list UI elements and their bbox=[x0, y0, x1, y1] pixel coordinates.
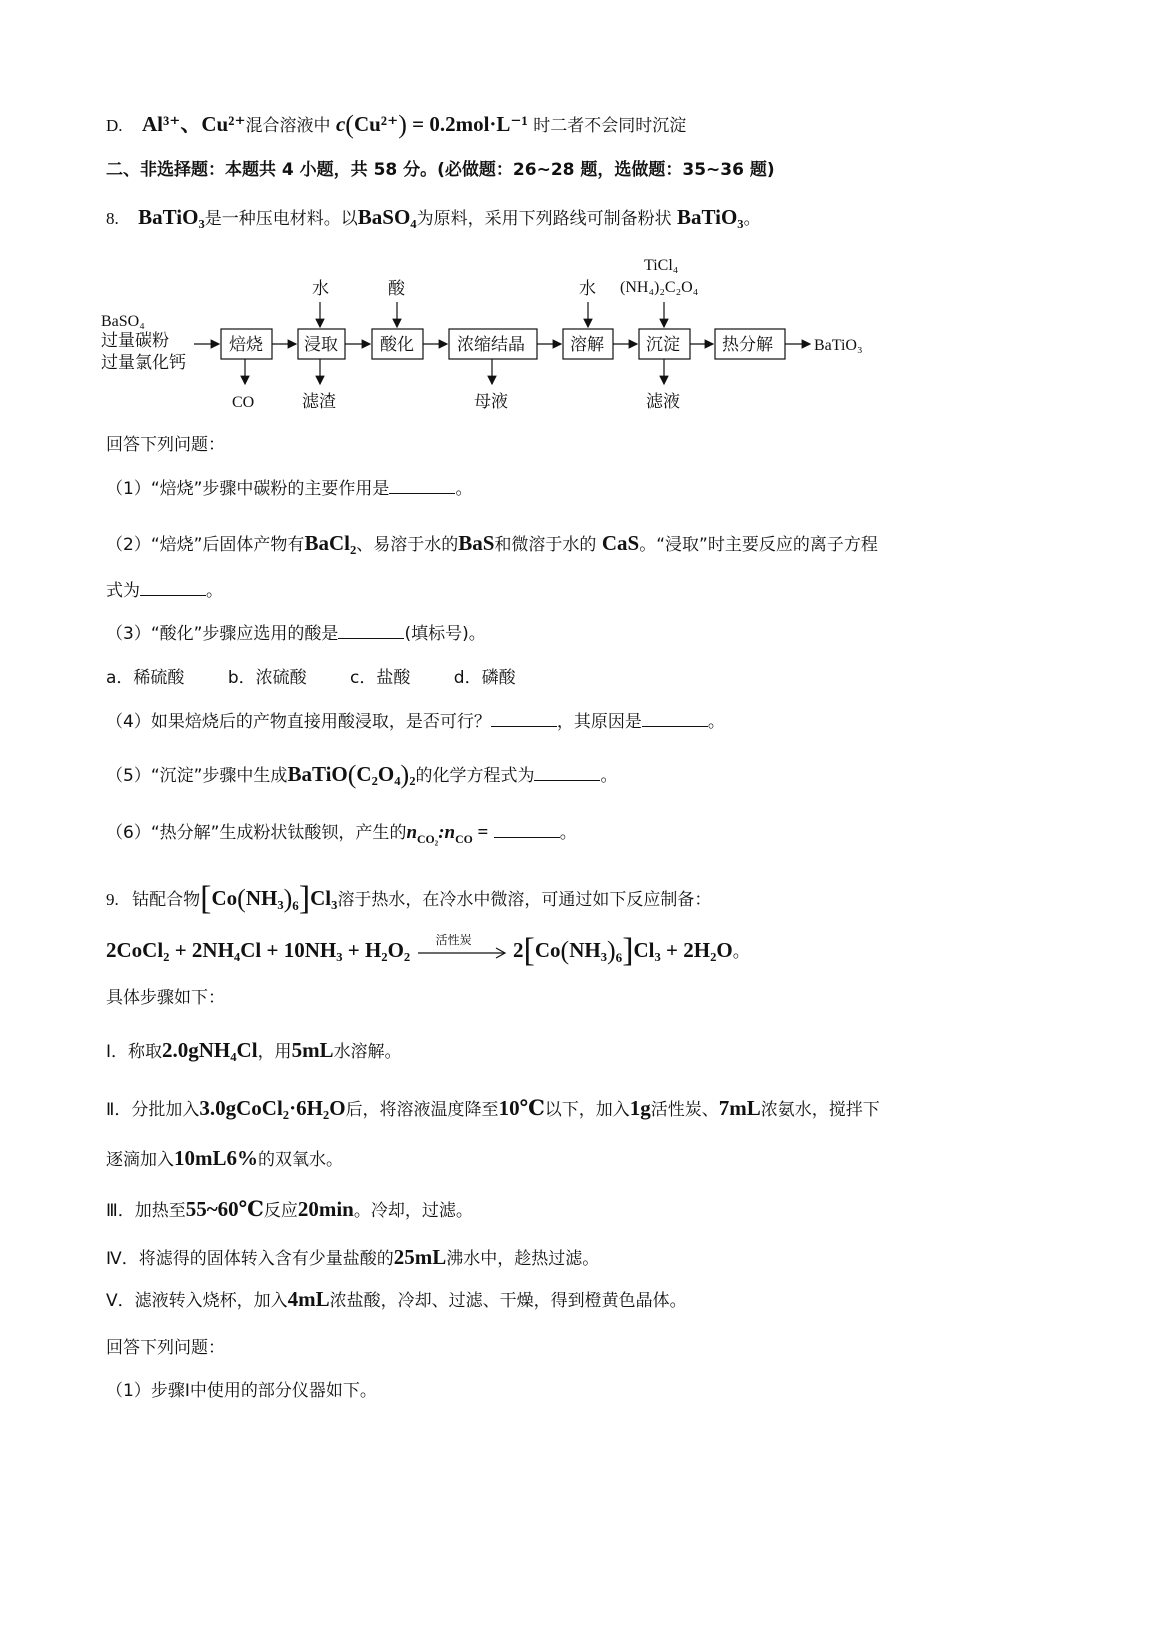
q8-sub2-end: 。 bbox=[206, 581, 223, 601]
step-text: 将滤得的固体转入含有少量盐酸的 bbox=[138, 1249, 394, 1269]
q8-sub3-text: （3）“酸化”步骤应选用的酸是 bbox=[106, 624, 339, 644]
concentration-formula: c(Cu²⁺) = 0.2mol·L⁻¹ bbox=[335, 110, 528, 139]
batio-oxalate-formula: BaTiO(C₂O₄)₂ bbox=[287, 760, 416, 789]
formula-part: Cl₃ + 2H₂O bbox=[633, 938, 733, 962]
step-formula: 5mL bbox=[291, 1038, 334, 1062]
process-flow-diagram bbox=[0, 0, 1158, 430]
equation-end: 。 bbox=[732, 942, 750, 962]
step-concentrate: 浓缩结晶 bbox=[457, 335, 525, 355]
formula-part: 6 bbox=[292, 898, 299, 914]
q9-text-1: 钴配合物 bbox=[132, 890, 201, 910]
cobalt-complex-formula: $[Co(NH_3)_6]Cl_3$ bbox=[200, 880, 338, 917]
out-filtrate: 滤液 bbox=[646, 392, 680, 412]
q8-sub2-text-b: 、易溶于水的 bbox=[356, 535, 459, 555]
q8-sub3 bbox=[106, 619, 486, 644]
q8-answer-intro: 回答下列问题： bbox=[106, 435, 225, 455]
answer-blank[interactable] bbox=[494, 823, 560, 838]
q9-answer-intro: 回答下列问题： bbox=[106, 1338, 225, 1358]
q8-sub2-text-d: 。“浸取”时主要反应的离子方程 bbox=[639, 535, 878, 555]
q8-text-3: 。 bbox=[743, 209, 761, 229]
formula-part: n bbox=[406, 822, 418, 843]
step-formula: 4mL bbox=[287, 1287, 330, 1311]
equation-right: $2[Co(NH_3)_6]Cl_3 + 2H_2O$ bbox=[513, 932, 733, 969]
step-text: ，用 bbox=[257, 1042, 292, 1062]
step-text: 以下，加入 bbox=[544, 1100, 630, 1120]
add-oxalate: (NH₄)₂C₂O₄ bbox=[620, 279, 699, 296]
option-d: d．磷酸 bbox=[453, 668, 516, 688]
q9-step-5 bbox=[106, 1286, 687, 1312]
conc-value: = 0.2mol·L⁻¹ bbox=[412, 112, 528, 136]
answer-blank[interactable] bbox=[534, 766, 600, 781]
step-text: 后，将溶液温度降至 bbox=[345, 1100, 499, 1120]
step-text: 浓氨水，搅拌下 bbox=[760, 1100, 880, 1120]
step-text: 。冷却，过滤。 bbox=[353, 1201, 473, 1221]
step-roast: 焙烧 bbox=[229, 335, 263, 355]
step-label: Ⅳ． bbox=[106, 1249, 139, 1269]
step-dissolve: 溶解 bbox=[570, 335, 604, 355]
formula-part: ₂ bbox=[409, 762, 416, 786]
q8-sub1-end: 。 bbox=[455, 479, 473, 499]
option-d-text: 混合溶液中 bbox=[245, 116, 331, 136]
step-acidify: 酸化 bbox=[380, 335, 414, 355]
formula-part: 2 bbox=[513, 938, 524, 962]
equation-arrow bbox=[416, 932, 508, 963]
q8-sub4-end: 。 bbox=[707, 712, 725, 732]
q9-equation bbox=[106, 932, 750, 970]
step-formula: 25mL bbox=[393, 1245, 447, 1269]
add-water-2: 水 bbox=[579, 279, 596, 299]
q8-text-1: 是一种压电材料。以 bbox=[204, 209, 358, 229]
add-acid: 酸 bbox=[388, 279, 405, 299]
q8-sub1 bbox=[106, 474, 472, 499]
formula-part: BaTiO bbox=[287, 762, 348, 786]
formula-part: = bbox=[477, 822, 489, 843]
formula-part: Cl₃ bbox=[310, 886, 338, 910]
answer-blank[interactable] bbox=[491, 712, 557, 727]
formula-part: 6 bbox=[615, 950, 623, 966]
step-formula: 10mL6% bbox=[174, 1146, 258, 1170]
input-calcium-chloride: 过量氯化钙 bbox=[101, 353, 186, 373]
step-text: 沸水中，趁热过滤。 bbox=[446, 1249, 600, 1269]
step-label: Ⅰ． bbox=[106, 1042, 129, 1062]
equation-left: 2CoCl₂ + 2NH₄Cl + 10NH₃ + H₂O₂ bbox=[106, 938, 411, 962]
formula-part: Co bbox=[211, 886, 238, 910]
step-text: 加热至 bbox=[134, 1201, 186, 1221]
q8-sub5 bbox=[106, 760, 617, 790]
q8-text-2: 为原料，采用下列路线可制备粉状 bbox=[416, 209, 672, 229]
section-title: 二、非选择题：本题共 4 小题，共 58 分。(必做题：26~28 题，选做题：35~36 题) bbox=[106, 160, 775, 180]
step-formula: 3.0gCoCl₂·6H₂O bbox=[199, 1096, 346, 1120]
step-text: 称取 bbox=[128, 1042, 163, 1062]
q9-stem bbox=[106, 880, 711, 918]
q8-number: 8. bbox=[106, 209, 119, 228]
option-a: a．稀硫酸 bbox=[106, 668, 185, 688]
answer-blank[interactable] bbox=[338, 624, 404, 639]
q8-sub5-end: 。 bbox=[600, 766, 618, 786]
q8-sub2-cont-text: 式为 bbox=[106, 581, 140, 601]
batio3-product-formula: BaTiO₃ bbox=[677, 205, 744, 229]
answer-blank[interactable] bbox=[642, 712, 708, 727]
formula-part: NH₃ bbox=[569, 938, 607, 962]
conc-symbol: c bbox=[335, 112, 346, 136]
q9-step-2 bbox=[106, 1095, 880, 1121]
bas-formula: BaS bbox=[458, 531, 495, 555]
out-residue: 滤渣 bbox=[302, 392, 336, 412]
out-mother-liquor: 母液 bbox=[474, 392, 508, 412]
q8-sub2-text-a: （2）“焙烧”后固体产物有 bbox=[106, 535, 305, 555]
q8-sub6 bbox=[106, 818, 577, 847]
step-leach: 浸取 bbox=[304, 335, 338, 355]
q8-sub5-text-a: （5）“沉淀”步骤中生成 bbox=[106, 766, 288, 786]
q8-sub3-end: (填标号)。 bbox=[404, 624, 486, 644]
q8-sub2-text-c: 和微溶于水的 bbox=[494, 535, 597, 555]
q8-sub6-end: 。 bbox=[559, 823, 577, 843]
conc-ion: Cu²⁺ bbox=[353, 112, 399, 136]
step-text: 活性炭、 bbox=[650, 1100, 719, 1120]
mole-ratio-formula bbox=[406, 822, 489, 846]
step-formula: 20min bbox=[297, 1197, 354, 1221]
q9-text-2: 溶于热水，在冷水中微溶，可通过如下反应制备： bbox=[337, 890, 712, 910]
q9-step-3 bbox=[106, 1196, 473, 1222]
ions-formula: Al³⁺、Cu²⁺ bbox=[141, 112, 246, 136]
catalyst-label: 活性炭 bbox=[435, 932, 472, 947]
formula-part: CO₂ bbox=[417, 832, 439, 846]
formula-part: Co bbox=[534, 938, 561, 962]
step-decompose: 热分解 bbox=[722, 335, 773, 355]
answer-blank[interactable] bbox=[140, 581, 206, 596]
q8-sub4-text-b: ，其原因是 bbox=[556, 712, 642, 732]
step-label: Ⅱ． bbox=[106, 1100, 132, 1120]
add-water-1: 水 bbox=[312, 279, 329, 299]
option-b: b．浓硫酸 bbox=[227, 668, 307, 688]
out-co: CO bbox=[232, 394, 255, 411]
q9-steps-intro: 具体步骤如下： bbox=[106, 988, 225, 1008]
formula-part: :n bbox=[438, 822, 456, 843]
q9-sub1: （1）步骤Ⅰ中使用的部分仪器如下。 bbox=[106, 1381, 377, 1401]
bacl2-formula: BaCl₂ bbox=[304, 531, 357, 555]
answer-blank[interactable] bbox=[389, 479, 455, 494]
reaction-arrow-icon bbox=[416, 943, 508, 963]
q9-step-2-cont bbox=[106, 1145, 343, 1171]
step-text: 滤液转入烧杯，加入 bbox=[134, 1291, 288, 1311]
step-formula: 10℃ bbox=[498, 1096, 545, 1120]
option-d-label: D. bbox=[106, 116, 123, 135]
step-text: 逐滴加入 bbox=[106, 1150, 174, 1170]
step-formula: 2.0gNH₄Cl bbox=[162, 1038, 258, 1062]
step-text: 的双氧水。 bbox=[258, 1150, 343, 1170]
q8-sub1-text: （1）“焙烧”步骤中碳粉的主要作用是 bbox=[106, 479, 390, 499]
q8-sub2 bbox=[106, 530, 878, 556]
q8-options bbox=[106, 663, 516, 688]
step-formula: 1g bbox=[629, 1096, 651, 1120]
q8-sub6-text-a: （6）“热分解”生成粉状钛酸钡，产生 bbox=[106, 823, 390, 843]
q9-step-4 bbox=[106, 1244, 599, 1270]
step-text: 浓盐酸，冷却、过滤、干燥，得到橙黄色晶体。 bbox=[329, 1291, 687, 1311]
step-formula: 55~60℃ bbox=[185, 1197, 264, 1221]
step-text: 分批加入 bbox=[131, 1100, 200, 1120]
formula-part: C₂O₄ bbox=[356, 762, 401, 786]
formula-part: NH₃ bbox=[245, 886, 284, 910]
formula-part: CO bbox=[455, 832, 473, 846]
batio3-formula: BaTiO₃ bbox=[138, 205, 205, 229]
q8-sub5-text-b: 的化学方程式为 bbox=[415, 766, 535, 786]
step-precipitate: 沉淀 bbox=[646, 335, 680, 355]
input-carbon: 过量碳粉 bbox=[101, 331, 169, 351]
step-text: 反应 bbox=[263, 1201, 298, 1221]
option-c: c．盐酸 bbox=[350, 668, 411, 688]
step-formula: 7mL bbox=[718, 1096, 761, 1120]
cas-formula: CaS bbox=[601, 531, 640, 555]
input-baso4: BaSO₄ bbox=[101, 313, 145, 330]
step-label: Ⅲ． bbox=[106, 1201, 135, 1221]
step-text: 水溶解。 bbox=[333, 1042, 402, 1062]
option-d-tail: 时二者不会同时沉淀 bbox=[533, 116, 687, 136]
q8-sub2-cont bbox=[106, 576, 223, 601]
step-label: Ⅴ． bbox=[106, 1291, 135, 1311]
flow-product: BaTiO₃ bbox=[814, 337, 863, 354]
baso4-formula: BaSO₄ bbox=[357, 205, 417, 229]
q8-sub4-text-a: （4）如果焙烧后的产物直接用酸浸取，是否可行？ bbox=[106, 712, 491, 732]
add-ticl4: TiCl₄ bbox=[644, 257, 679, 274]
q8-sub4 bbox=[106, 707, 725, 732]
q9-number: 9. bbox=[106, 890, 119, 909]
q8-sub6-text-b: 的 bbox=[389, 823, 407, 843]
q9-step-1 bbox=[106, 1037, 402, 1063]
